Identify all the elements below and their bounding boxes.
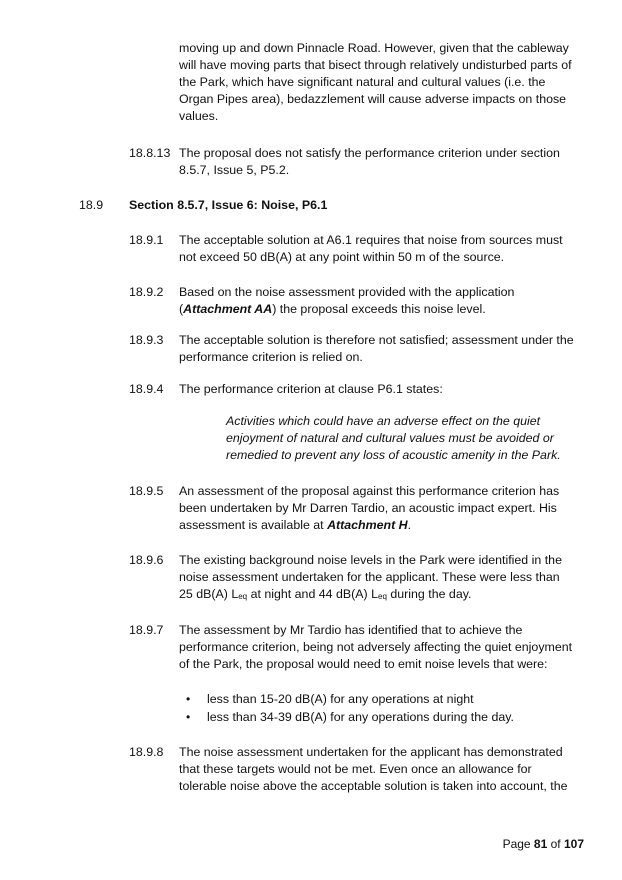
text-line: The noise assessment undertaken for the applicant has demonstrated [179,745,563,759]
text-line: of the Park, the proposal would need to emit noise levels that were: [179,657,548,671]
attachment-reference: Attachment H [327,518,408,532]
text-line: performance criterion, being not adversely affecting the quiet enjoyment [179,640,573,654]
paragraph-18-9-7 [179,622,572,673]
text-line: An assessment of the proposal against this performance criterion has [179,484,560,498]
paragraph-18-9-1 [179,232,563,266]
paragraph-18-9-5 [179,483,559,534]
total-pages: 107 [563,837,584,851]
text-line: tolerable noise above the acceptable solution is taken into account, the [179,779,568,793]
subscript: eq [378,592,387,601]
text-fragment: at night and 44 dB(A) L [247,587,379,601]
section-heading: Section 8.5.7, Issue 6: Noise, P6.1 [129,198,328,212]
paragraph-18-9-6 [179,552,562,603]
text-line: The acceptable solution is therefore not satisfied; assessment under the [179,333,574,347]
text-line: that these targets would not be met. Even once an allowance for [179,762,532,776]
text-line: The acceptable solution at A6.1 requires that noise from sources must [179,233,563,247]
text-line: The performance criterion at clause P6.1 states: [179,382,443,396]
text-line [179,301,514,318]
page-footer [503,836,584,853]
text-line: noise assessment undertaken for the applicant. These were less than [179,570,560,584]
text-line: The proposal does not satisfy the performance criterion under section [179,146,560,160]
text-line: been undertaken by Mr Darren Tardio, an acoustic impact expert. His [179,501,557,515]
paragraph-number: 18.9.8 [129,745,164,759]
page-label: Page [502,837,534,851]
paragraph-18-9-8 [179,744,568,795]
text-line: values. [179,109,219,123]
text-fragment: . [407,518,412,532]
text-line: 8.5.7, Issue 5, P5.2. [179,163,290,177]
intro-paragraph [179,40,572,125]
text-line: The assessment by Mr Tardio has identified that to achieve the [179,623,523,637]
page-number: 81 [533,837,548,851]
text-line: the Park, which have significant natural and cultural values (i.e. the [179,75,546,89]
text-line: moving up and down Pinnacle Road. However, given that the cableway [179,41,569,55]
text-line: enjoyment of natural and cultural values must be avoided or [226,431,554,445]
quoted-criterion [226,413,561,464]
text-fragment: ) the proposal exceeds this noise level. [272,302,486,316]
paragraph-number: 18.9.1 [129,233,164,247]
bullet-icon: • [186,710,191,724]
list-item: less than 34-39 dB(A) for any operations during the day. [207,710,514,724]
list-item: less than 15-20 dB(A) for any operations at night [207,692,474,706]
text-fragment: assessment is available at [179,518,328,532]
text-line: Organ Pipes area), bedazzlement will cause adverse impacts on those [179,92,567,106]
paragraph-18-9-2 [179,284,514,318]
text-fragment: 25 dB(A) L [179,587,239,601]
text-line [179,586,562,603]
paragraph-number: 18.9.6 [129,553,164,567]
attachment-reference: Attachment AA [183,302,273,316]
paragraph-18-9-3 [179,332,574,366]
text-line: Based on the noise assessment provided with the application [179,285,515,299]
subscript: eq [238,592,248,601]
text-line: The existing background noise levels in the Park were identified in the [179,553,562,567]
text-fragment: ( [179,302,184,316]
text-line: will have moving parts that bisect through relatively undisturbed parts of [179,58,572,72]
paragraph-18-8-13 [179,145,560,179]
text-line: not exceed 50 dB(A) at any point within 50 m of the source. [179,250,505,264]
paragraph-number: 18.9.5 [129,484,164,498]
bullet-icon: • [186,692,191,706]
of-label: of [547,837,564,851]
paragraph-number: 18.9.7 [129,623,164,637]
paragraph-number: 18.9.4 [129,382,164,396]
text-line: performance criterion is relied on. [179,350,363,364]
text-line [179,517,559,534]
text-line: Activities which could have an adverse effect on the quiet [226,414,541,428]
section-number: 18.9 [79,198,104,212]
paragraph-number: 18.9.2 [129,285,164,299]
paragraph-number: 18.9.3 [129,333,164,347]
text-fragment: during the day. [386,587,472,601]
text-line: remedied to prevent any loss of acoustic amenity in the Park. [226,448,561,462]
paragraph-number: 18.8.13 [129,146,171,160]
